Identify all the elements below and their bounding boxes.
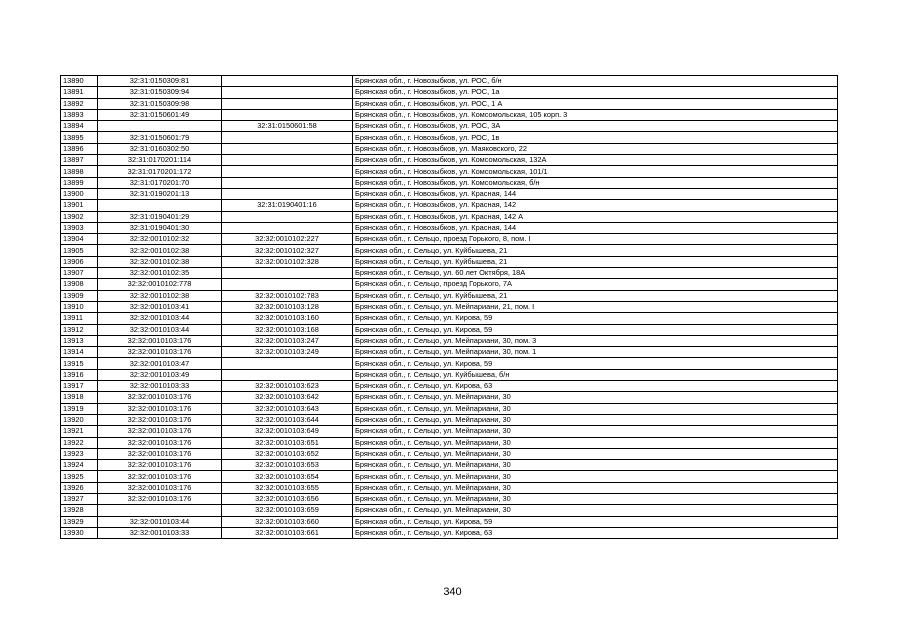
table-row — [61, 347, 838, 358]
address-cell: Брянская обл., г. Новозыбков, ул. РОС, 1в — [353, 132, 838, 143]
building-cadastral-number-cell — [222, 76, 353, 87]
cadastral-number-cell: 32:31:0170201:70 — [98, 177, 222, 188]
building-cadastral-number-cell: 32:32:0010103:653 — [222, 460, 353, 471]
address-cell: Брянская обл., г. Новозыбков, ул. Комсомольская, 101/1 — [353, 166, 838, 177]
cadastral-number-cell: 32:32:0010103:176 — [98, 460, 222, 471]
building-cadastral-number-cell: 32:32:0010103:661 — [222, 527, 353, 538]
building-cadastral-number-cell — [222, 87, 353, 98]
table-row — [61, 516, 838, 527]
row-number-cell: 13902 — [61, 211, 98, 222]
address-cell: Брянская обл., г. Новозыбков, ул. Маяковского, 22 — [353, 143, 838, 154]
page-number: 340 — [443, 586, 462, 598]
cadastral-number-cell: 32:32:0010103:176 — [98, 437, 222, 448]
building-cadastral-number-cell: 32:32:0010102:227 — [222, 234, 353, 245]
address-cell: Брянская обл., г. Новозыбков, ул. РОС, 1 А — [353, 98, 838, 109]
table-row — [61, 527, 838, 538]
address-cell: Брянская обл., г. Новозыбков, ул. Комсомольская, 105 корп. 3 — [353, 109, 838, 120]
table-row — [61, 143, 838, 154]
row-number-cell: 13924 — [61, 460, 98, 471]
table-row — [61, 268, 838, 279]
table-row — [61, 335, 838, 346]
row-number-cell: 13890 — [61, 76, 98, 87]
row-number-cell: 13919 — [61, 403, 98, 414]
building-cadastral-number-cell: 32:32:0010103:247 — [222, 335, 353, 346]
table-row — [61, 245, 838, 256]
row-number-cell: 13892 — [61, 98, 98, 109]
row-number-cell: 13900 — [61, 188, 98, 199]
address-cell: Брянская обл., г. Сельцо, ул. Куйбышева, 21 — [353, 256, 838, 267]
cadastral-number-cell: 32:31:0190401:29 — [98, 211, 222, 222]
building-cadastral-number-cell: 32:32:0010103:168 — [222, 324, 353, 335]
building-cadastral-number-cell: 32:32:0010103:623 — [222, 381, 353, 392]
row-number-cell: 13910 — [61, 301, 98, 312]
cadastral-number-cell: 32:31:0150309:98 — [98, 98, 222, 109]
table-row — [61, 98, 838, 109]
property-registry-table — [60, 75, 838, 539]
building-cadastral-number-cell: 32:32:0010103:654 — [222, 471, 353, 482]
table-row — [61, 493, 838, 504]
building-cadastral-number-cell: 32:31:0190401:16 — [222, 200, 353, 211]
address-cell: Брянская обл., г. Сельцо, ул. Мейпариани, 30 — [353, 505, 838, 516]
row-number-cell: 13894 — [61, 121, 98, 132]
row-number-cell: 13898 — [61, 166, 98, 177]
cadastral-number-cell: 32:32:0010102:38 — [98, 256, 222, 267]
cadastral-number-cell: 32:32:0010103:47 — [98, 358, 222, 369]
cadastral-number-cell: 32:31:0150309:81 — [98, 76, 222, 87]
address-cell: Брянская обл., г. Сельцо, ул. Кирова, 63 — [353, 381, 838, 392]
table-row — [61, 414, 838, 425]
cadastral-number-cell — [98, 505, 222, 516]
cadastral-number-cell: 32:32:0010103:176 — [98, 426, 222, 437]
cadastral-number-cell: 32:32:0010103:41 — [98, 301, 222, 312]
cadastral-number-cell: 32:31:0160302:50 — [98, 143, 222, 154]
table-row — [61, 426, 838, 437]
row-number-cell: 13913 — [61, 335, 98, 346]
row-number-cell: 13909 — [61, 290, 98, 301]
cadastral-number-cell: 32:32:0010103:33 — [98, 527, 222, 538]
address-cell: Брянская обл., г. Сельцо, ул. Мейпариани, 30 — [353, 471, 838, 482]
cadastral-number-cell: 32:31:0150601:49 — [98, 109, 222, 120]
building-cadastral-number-cell — [222, 132, 353, 143]
cadastral-number-cell: 32:32:0010103:33 — [98, 381, 222, 392]
building-cadastral-number-cell: 32:32:0010103:643 — [222, 403, 353, 414]
row-number-cell: 13918 — [61, 392, 98, 403]
table-row — [61, 76, 838, 87]
table-row — [61, 482, 838, 493]
cadastral-number-cell: 32:31:0190401:30 — [98, 222, 222, 233]
building-cadastral-number-cell: 32:32:0010103:655 — [222, 482, 353, 493]
building-cadastral-number-cell: 32:31:0150601:58 — [222, 121, 353, 132]
building-cadastral-number-cell: 32:32:0010103:652 — [222, 448, 353, 459]
building-cadastral-number-cell: 32:32:0010103:651 — [222, 437, 353, 448]
row-number-cell: 13907 — [61, 268, 98, 279]
row-number-cell: 13896 — [61, 143, 98, 154]
building-cadastral-number-cell — [222, 211, 353, 222]
row-number-cell: 13920 — [61, 414, 98, 425]
address-cell: Брянская обл., г. Сельцо, ул. 60 лет Октября, 18А — [353, 268, 838, 279]
address-cell: Брянская обл., г. Сельцо, ул. Кирова, 59 — [353, 516, 838, 527]
building-cadastral-number-cell: 32:32:0010102:328 — [222, 256, 353, 267]
cadastral-number-cell: 32:32:0010103:176 — [98, 482, 222, 493]
row-number-cell: 13914 — [61, 347, 98, 358]
table-row — [61, 313, 838, 324]
row-number-cell: 13901 — [61, 200, 98, 211]
cadastral-number-cell: 32:32:0010102:35 — [98, 268, 222, 279]
cadastral-number-cell: 32:32:0010103:176 — [98, 392, 222, 403]
building-cadastral-number-cell — [222, 369, 353, 380]
building-cadastral-number-cell: 32:32:0010103:249 — [222, 347, 353, 358]
row-number-cell: 13897 — [61, 155, 98, 166]
table-row — [61, 109, 838, 120]
building-cadastral-number-cell: 32:32:0010103:128 — [222, 301, 353, 312]
cadastral-number-cell: 32:32:0010103:44 — [98, 313, 222, 324]
address-cell: Брянская обл., г. Новозыбков, ул. Красная, 142 А — [353, 211, 838, 222]
row-number-cell: 13905 — [61, 245, 98, 256]
cadastral-number-cell: 32:32:0010102:38 — [98, 245, 222, 256]
cadastral-number-cell: 32:32:0010102:778 — [98, 279, 222, 290]
address-cell: Брянская обл., г. Сельцо, ул. Мейпариани, 21, пом. I — [353, 301, 838, 312]
row-number-cell: 13908 — [61, 279, 98, 290]
table-row — [61, 234, 838, 245]
address-cell: Брянская обл., г. Новозыбков, ул. Комсомольская, б/н — [353, 177, 838, 188]
building-cadastral-number-cell — [222, 177, 353, 188]
table-row — [61, 132, 838, 143]
building-cadastral-number-cell: 32:32:0010103:659 — [222, 505, 353, 516]
address-cell: Брянская обл., г. Сельцо, ул. Куйбышева, 21 — [353, 245, 838, 256]
building-cadastral-number-cell — [222, 166, 353, 177]
table-row — [61, 358, 838, 369]
table-row — [61, 166, 838, 177]
row-number-cell: 13912 — [61, 324, 98, 335]
address-cell: Брянская обл., г. Сельцо, ул. Мейпариани, 30 — [353, 426, 838, 437]
building-cadastral-number-cell — [222, 188, 353, 199]
table-row — [61, 369, 838, 380]
address-cell: Брянская обл., г. Сельцо, проезд Горького, 7А — [353, 279, 838, 290]
address-cell: Брянская обл., г. Сельцо, ул. Мейпариани, 30 — [353, 403, 838, 414]
cadastral-number-cell: 32:32:0010103:44 — [98, 324, 222, 335]
table-row — [61, 222, 838, 233]
row-number-cell: 13891 — [61, 87, 98, 98]
table-row — [61, 256, 838, 267]
row-number-cell: 13927 — [61, 493, 98, 504]
building-cadastral-number-cell: 32:32:0010103:644 — [222, 414, 353, 425]
row-number-cell: 13923 — [61, 448, 98, 459]
address-cell: Брянская обл., г. Сельцо, ул. Кирова, 59 — [353, 324, 838, 335]
building-cadastral-number-cell — [222, 98, 353, 109]
table-row — [61, 155, 838, 166]
building-cadastral-number-cell — [222, 279, 353, 290]
row-number-cell: 13929 — [61, 516, 98, 527]
address-cell: Брянская обл., г. Сельцо, ул. Мейпариани, 30 — [353, 448, 838, 459]
address-cell: Брянская обл., г. Новозыбков, ул. РОС, 1а — [353, 87, 838, 98]
cadastral-number-cell: 32:32:0010103:176 — [98, 493, 222, 504]
cadastral-number-cell: 32:32:0010103:44 — [98, 516, 222, 527]
building-cadastral-number-cell: 32:32:0010103:660 — [222, 516, 353, 527]
address-cell: Брянская обл., г. Сельцо, ул. Мейпариани, 30, пом. 1 — [353, 347, 838, 358]
building-cadastral-number-cell — [222, 268, 353, 279]
table-row — [61, 381, 838, 392]
cadastral-number-cell: 32:32:0010103:176 — [98, 448, 222, 459]
address-cell: Брянская обл., г. Сельцо, ул. Кирова, 63 — [353, 527, 838, 538]
table-row — [61, 324, 838, 335]
building-cadastral-number-cell — [222, 109, 353, 120]
address-cell: Брянская обл., г. Сельцо, ул. Кирова, 59 — [353, 313, 838, 324]
cadastral-number-cell: 32:32:0010103:176 — [98, 403, 222, 414]
row-number-cell: 13922 — [61, 437, 98, 448]
cadastral-number-cell: 32:32:0010102:32 — [98, 234, 222, 245]
cadastral-number-cell: 32:32:0010103:176 — [98, 414, 222, 425]
row-number-cell: 13925 — [61, 471, 98, 482]
building-cadastral-number-cell: 32:32:0010103:160 — [222, 313, 353, 324]
table-row — [61, 403, 838, 414]
cadastral-number-cell: 32:31:0190201:13 — [98, 188, 222, 199]
table-row — [61, 200, 838, 211]
cadastral-number-cell: 32:32:0010103:176 — [98, 471, 222, 482]
building-cadastral-number-cell: 32:32:0010102:327 — [222, 245, 353, 256]
row-number-cell: 13906 — [61, 256, 98, 267]
table-row — [61, 437, 838, 448]
cadastral-number-cell: 32:32:0010103:176 — [98, 347, 222, 358]
table-row — [61, 505, 838, 516]
table-row — [61, 211, 838, 222]
row-number-cell: 13904 — [61, 234, 98, 245]
row-number-cell: 13899 — [61, 177, 98, 188]
table-row — [61, 87, 838, 98]
row-number-cell: 13917 — [61, 381, 98, 392]
building-cadastral-number-cell: 32:32:0010103:642 — [222, 392, 353, 403]
registry-table-body — [61, 76, 838, 539]
building-cadastral-number-cell: 32:32:0010102:783 — [222, 290, 353, 301]
table-row — [61, 279, 838, 290]
table-row — [61, 188, 838, 199]
row-number-cell: 13893 — [61, 109, 98, 120]
cadastral-number-cell — [98, 200, 222, 211]
table-row — [61, 460, 838, 471]
building-cadastral-number-cell: 32:32:0010103:649 — [222, 426, 353, 437]
address-cell: Брянская обл., г. Сельцо, проезд Горького, 8, пом. I — [353, 234, 838, 245]
table-row — [61, 290, 838, 301]
cadastral-number-cell: 32:31:0170201:114 — [98, 155, 222, 166]
address-cell: Брянская обл., г. Новозыбков, ул. Красная, 142 — [353, 200, 838, 211]
cadastral-number-cell: 32:32:0010102:38 — [98, 290, 222, 301]
cadastral-number-cell — [98, 121, 222, 132]
building-cadastral-number-cell — [222, 143, 353, 154]
row-number-cell: 13911 — [61, 313, 98, 324]
table-row — [61, 471, 838, 482]
address-cell: Брянская обл., г. Сельцо, ул. Мейпариани, 30 — [353, 493, 838, 504]
building-cadastral-number-cell — [222, 222, 353, 233]
row-number-cell: 13930 — [61, 527, 98, 538]
row-number-cell: 13928 — [61, 505, 98, 516]
table-row — [61, 177, 838, 188]
table-row — [61, 301, 838, 312]
building-cadastral-number-cell: 32:32:0010103:656 — [222, 493, 353, 504]
cadastral-number-cell: 32:31:0150309:94 — [98, 87, 222, 98]
table-row — [61, 448, 838, 459]
cadastral-number-cell: 32:32:0010103:176 — [98, 335, 222, 346]
cadastral-number-cell: 32:31:0170201:172 — [98, 166, 222, 177]
row-number-cell: 13903 — [61, 222, 98, 233]
address-cell: Брянская обл., г. Сельцо, ул. Мейпариани, 30 — [353, 392, 838, 403]
building-cadastral-number-cell — [222, 358, 353, 369]
address-cell: Брянская обл., г. Сельцо, ул. Мейпариани, 30 — [353, 414, 838, 425]
cadastral-number-cell: 32:32:0010103:49 — [98, 369, 222, 380]
cadastral-number-cell: 32:31:0150601:79 — [98, 132, 222, 143]
address-cell: Брянская обл., г. Новозыбков, ул. РОС, б/н — [353, 76, 838, 87]
row-number-cell: 13916 — [61, 369, 98, 380]
address-cell: Брянская обл., г. Сельцо, ул. Мейпариани, 30 — [353, 482, 838, 493]
row-number-cell: 13921 — [61, 426, 98, 437]
building-cadastral-number-cell — [222, 155, 353, 166]
row-number-cell: 13915 — [61, 358, 98, 369]
address-cell: Брянская обл., г. Сельцо, ул. Мейпариани, 30, пом. 3 — [353, 335, 838, 346]
address-cell: Брянская обл., г. Новозыбков, ул. РОС, 3А — [353, 121, 838, 132]
address-cell: Брянская обл., г. Сельцо, ул. Кирова, 59 — [353, 358, 838, 369]
address-cell: Брянская обл., г. Сельцо, ул. Куйбышева, б/н — [353, 369, 838, 380]
address-cell: Брянская обл., г. Новозыбков, ул. Красная, 144 — [353, 222, 838, 233]
address-cell: Брянская обл., г. Новозыбков, ул. Красная, 144 — [353, 188, 838, 199]
address-cell: Брянская обл., г. Сельцо, ул. Мейпариани, 30 — [353, 437, 838, 448]
address-cell: Брянская обл., г. Новозыбков, ул. Комсомольская, 132А — [353, 155, 838, 166]
address-cell: Брянская обл., г. Сельцо, ул. Куйбышева, 21 — [353, 290, 838, 301]
address-cell: Брянская обл., г. Сельцо, ул. Мейпариани, 30 — [353, 460, 838, 471]
row-number-cell: 13926 — [61, 482, 98, 493]
table-row — [61, 121, 838, 132]
table-row — [61, 392, 838, 403]
row-number-cell: 13895 — [61, 132, 98, 143]
